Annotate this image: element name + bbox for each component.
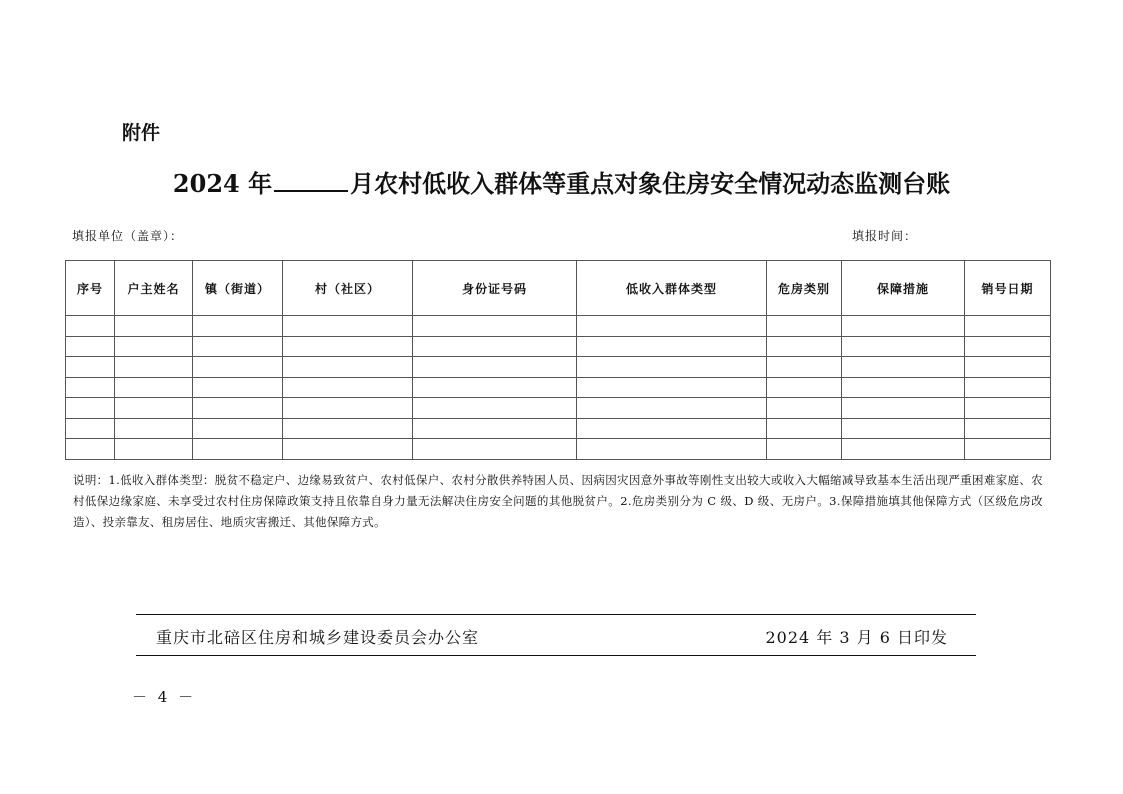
- table-cell[interactable]: [767, 336, 842, 357]
- page-number: － 4 －: [132, 688, 197, 706]
- header-cell: 低收入群体类型: [577, 261, 767, 316]
- header-cell: 户主姓名: [115, 261, 193, 316]
- header-cell: 镇（街道）: [193, 261, 283, 316]
- print-date: 2024 年 3 月 6 日印发: [765, 628, 948, 647]
- table-cell[interactable]: [413, 377, 577, 398]
- table-cell[interactable]: [577, 316, 767, 337]
- table-row: [66, 439, 1051, 460]
- table-cell[interactable]: [66, 418, 115, 439]
- header-cell: 村（社区）: [283, 261, 413, 316]
- table-cell[interactable]: [283, 398, 413, 419]
- table-row: [66, 357, 1051, 378]
- table-cell[interactable]: [577, 439, 767, 460]
- table-cell[interactable]: [767, 377, 842, 398]
- table-cell[interactable]: [413, 316, 577, 337]
- table-cell[interactable]: [193, 418, 283, 439]
- table-cell[interactable]: [965, 398, 1051, 419]
- table-cell[interactable]: [413, 336, 577, 357]
- table-cell[interactable]: [115, 418, 193, 439]
- table-cell[interactable]: [115, 357, 193, 378]
- table-row: [66, 316, 1051, 337]
- header-cell: 序号: [66, 261, 115, 316]
- table-row: [66, 418, 1051, 439]
- issuer: 重庆市北碚区住房和城乡建设委员会办公室: [156, 628, 480, 647]
- table-cell[interactable]: [115, 316, 193, 337]
- attachment-label: 附件: [122, 122, 161, 144]
- table-cell[interactable]: [193, 336, 283, 357]
- header-row: [66, 261, 1051, 316]
- title-suffix: 月农村低收入群体等重点对象住房安全情况动态监测台账: [350, 169, 951, 198]
- table-cell[interactable]: [577, 398, 767, 419]
- table-cell[interactable]: [193, 439, 283, 460]
- table-cell[interactable]: [577, 418, 767, 439]
- table-cell[interactable]: [115, 439, 193, 460]
- ledger-body: [66, 316, 1051, 460]
- table-cell[interactable]: [965, 357, 1051, 378]
- table-cell[interactable]: [842, 316, 965, 337]
- table-cell[interactable]: [115, 377, 193, 398]
- table-cell[interactable]: [413, 418, 577, 439]
- table-cell[interactable]: [66, 398, 115, 419]
- table-cell[interactable]: [842, 398, 965, 419]
- footer: [136, 614, 976, 656]
- table-cell[interactable]: [193, 377, 283, 398]
- title-month-blank: [274, 168, 348, 192]
- header-cell: 销号日期: [965, 261, 1051, 316]
- table-cell[interactable]: [577, 377, 767, 398]
- header-cell: 保障措施: [842, 261, 965, 316]
- title-prefix: 2024 年: [172, 169, 273, 198]
- table-row: [66, 336, 1051, 357]
- table-cell[interactable]: [842, 439, 965, 460]
- table-cell[interactable]: [193, 357, 283, 378]
- table-cell[interactable]: [283, 336, 413, 357]
- table-cell[interactable]: [767, 439, 842, 460]
- table-row: [66, 398, 1051, 419]
- table-cell[interactable]: [842, 377, 965, 398]
- table-cell[interactable]: [577, 336, 767, 357]
- table-cell[interactable]: [965, 336, 1051, 357]
- table-cell[interactable]: [413, 357, 577, 378]
- page-title: [0, 164, 1123, 199]
- table-cell[interactable]: [66, 439, 115, 460]
- table-cell[interactable]: [115, 336, 193, 357]
- table-cell[interactable]: [413, 398, 577, 419]
- table-cell[interactable]: [283, 357, 413, 378]
- table-cell[interactable]: [842, 336, 965, 357]
- table-cell[interactable]: [767, 357, 842, 378]
- table-cell[interactable]: [965, 418, 1051, 439]
- table-cell[interactable]: [842, 357, 965, 378]
- header-cell: 身份证号码: [413, 261, 577, 316]
- table-cell[interactable]: [413, 439, 577, 460]
- table-cell[interactable]: [965, 316, 1051, 337]
- table-cell[interactable]: [767, 316, 842, 337]
- table-cell[interactable]: [767, 398, 842, 419]
- table-cell[interactable]: [193, 398, 283, 419]
- table-cell[interactable]: [283, 377, 413, 398]
- header-cell: 危房类别: [767, 261, 842, 316]
- table-cell[interactable]: [66, 316, 115, 337]
- table-cell[interactable]: [283, 439, 413, 460]
- table-cell[interactable]: [115, 398, 193, 419]
- table-cell[interactable]: [577, 357, 767, 378]
- fill-time-label: 填报时间：: [852, 229, 918, 243]
- table-cell[interactable]: [66, 377, 115, 398]
- fill-unit-label: 填报单位（盖章）：: [72, 229, 184, 243]
- table-cell[interactable]: [66, 336, 115, 357]
- table-cell[interactable]: [193, 316, 283, 337]
- table-cell[interactable]: [965, 377, 1051, 398]
- table-cell[interactable]: [767, 418, 842, 439]
- table-cell[interactable]: [66, 357, 115, 378]
- table-cell[interactable]: [842, 418, 965, 439]
- table-row: [66, 377, 1051, 398]
- table-cell[interactable]: [283, 418, 413, 439]
- ledger-table: [65, 260, 1051, 460]
- table-cell[interactable]: [965, 439, 1051, 460]
- table-cell[interactable]: [283, 316, 413, 337]
- notes: 说明：1.低收入群体类型：脱贫不稳定户、边缘易致贫户、农村低保户、农村分散供养特困人员、因病因灾因意外事故等刚性支出较大或收入大幅缩减导致基本生活出现严重困难家庭、农村低保边缘家庭、未享受过农村住房保障政策支持且依靠自身力量无法解决住房安全问题的其他脱贫户。2.危房类别分为 C 级、D 级、无房户。3.保障措施填其他保障方式（区级危房改造）、投亲靠友、租房居住、地质灾害搬迁、其他保障方式。: [73, 473, 1043, 529]
